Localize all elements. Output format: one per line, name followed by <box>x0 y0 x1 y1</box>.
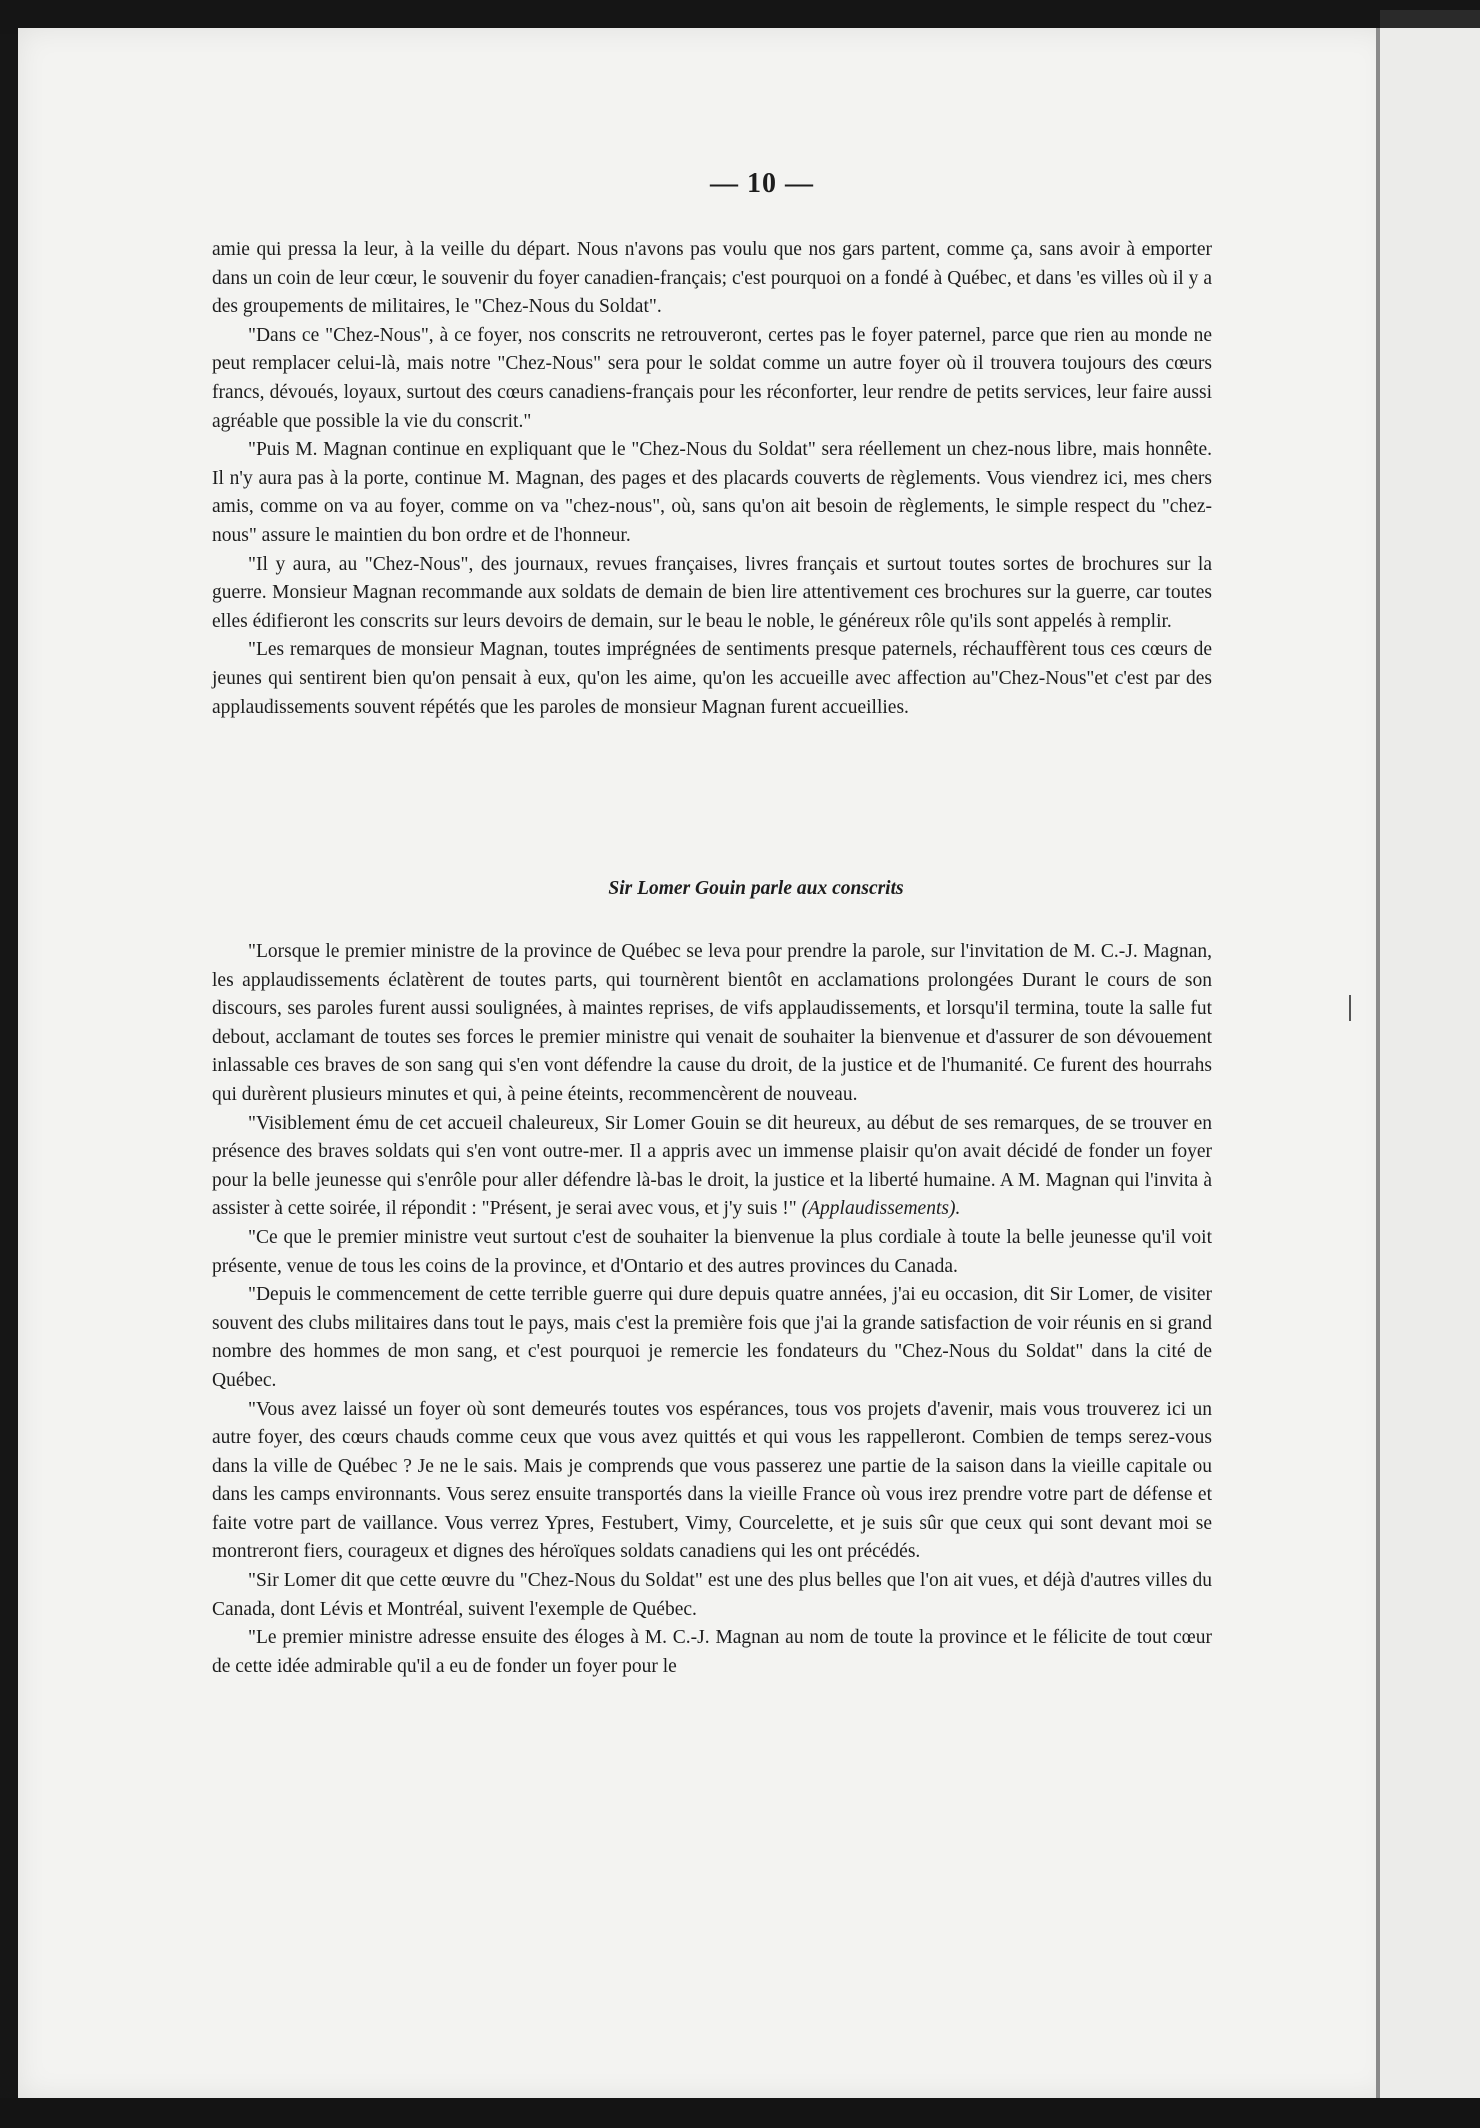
section-heading <box>212 878 1212 900</box>
scanner-strip <box>1380 10 1480 28</box>
facing-page-margin <box>1380 28 1480 2098</box>
paragraph: "Depuis le commencement de cette terrible guerre qui dure depuis quatre années, j'ai eu occasion, dit Sir Lomer, de visiter souvent des clubs militaires dans tout le pays, mais c'est la première fois que j'ai la grande satisfaction de voir réunis en si grand nombre des hommes de mon sang, et c'est pourquoi je remercie les fondateurs du "Chez-Nous du Soldat" dans la cité de Québec. <box>212 1284 1212 1391</box>
paragraph: "Le premier ministre adresse ensuite des éloges à M. C.-J. Magnan au nom de toute la province et le félicite de tout cœur de cette idée admirable qu'il a eu de fonder un foyer pour le <box>212 1627 1212 1677</box>
paragraph: "Les remarques de monsieur Magnan, toutes imprégnées de sentiments presque paternels, réchauffèrent tous ces cœurs de jeunes qui sentirent bien qu'on pensait à eux, qu'on les aime, qu'on les accueille avec affection au"Chez-Nous"et c'est par des applaudissements souvent répétés que les paroles de monsieur Magnan furent accueillies. <box>212 639 1212 718</box>
scanner-bottom-band <box>0 2098 1480 2128</box>
paragraph: "Sir Lomer dit que cette œuvre du "Chez-Nous du Soldat" est une des plus belles que l'on ait vues, et déjà d'autres villes du Canada, dont Lévis et Montréal, suivent l'exemple de Québec. <box>212 1570 1212 1620</box>
applause-note: (Applaudissements). <box>801 1198 961 1220</box>
paragraph: "Lorsque le premier ministre de la province de Québec se leva pour prendre la parole, sur l'invitation de M. C.-J. Magnan, les applaudissements éclatèrent de toutes parts, qui tournèrent bientôt en acclamations prolongées Durant le cours de son discours, ses paroles furent aussi soulignées, à maintes reprises, de vifs applaudissements, et lorsqu'il termina, toute la salle fut debout, acclamant de toutes ses forces le premier ministre qui venait de souhaiter la bienvenue et d'assurer de son dévouement inlassable ces braves de son sang qui s'en vont défendre la cause du droit, de la justice et de l'humanité. Ce furent des hourrahs qui durèrent plusieurs minutes et qui, à peine éteints, recommencèrent de nouveau. <box>212 941 1212 1105</box>
margin-mark <box>1349 995 1351 1021</box>
paragraph: "Vous avez laissé un foyer où sont demeurés toutes vos espérances, tous vos projets d'avenir, mais vous trouverez ici un autre foyer, des cœurs chauds comme ceux que vous avez quittés et qui vous les rappelleront. Combien de temps serez-vous dans la ville de Québec ? Je ne le sais. Mais je comprends que vous passerez une partie de la saison dans la vieille capitale ou dans les camps environnants. Vous serez ensuite transportés dans la vieille France où vous irez prendre votre part de défense et faite votre part de vaillance. Vous verrez Ypres, Festubert, Vimy, Courcelette, et je suis sûr que ceux qui sont devant moi se montreront fiers, courageux et dignes des héroïques soldats canadiens qui les ont précédés. <box>212 1398 1212 1563</box>
paragraph <box>212 1110 1212 1224</box>
section-magnan-speech <box>212 236 1212 722</box>
paragraph: "Ce que le premier ministre veut surtout c'est de souhaiter la bienvenue la plus cordiale à toute la belle jeunesse qu'il voit présente, venue de tous les coins de la province, et d'Ontario et des autres provinces du Canada. <box>212 1226 1212 1277</box>
section-heading-text: Sir Lomer Gouin parle aux conscrits <box>608 878 904 899</box>
paragraph: amie qui pressa la leur, à la veille du départ. Nous n'avons pas voulu que nos gars partent, comme ça, sans avoir à emporter dans un coin de leur cœur, le souvenir du foyer canadien-français; c'est pourquoi on a fondé à Québec, et dans 'es villes où il y a des groupements de militaires, le "Chez-Nous du Soldat". <box>212 239 1212 318</box>
paragraph: "Puis M. Magnan continue en expliquant que le "Chez-Nous du Soldat" sera réellement un chez-nous libre, mais honnête. Il n'y aura pas à la porte, continue M. Magnan, des pages et des placards couverts de règlements. Vous viendrez ici, mes chers amis, comme on va au foyer, comme on va "chez-nous", où, sans qu'on ait besoin de règlements, le simple respect du "chez-nous" assure le maintien du bon ordre et de l'honneur. <box>212 439 1212 546</box>
section-gouin-speech <box>212 938 1212 1681</box>
page-number: — 10 — <box>710 168 814 199</box>
page-edge <box>1376 28 1380 2098</box>
paragraph: "Dans ce "Chez-Nous", à ce foyer, nos conscrits ne retrouveront, certes pas le foyer paternel, parce que rien au monde ne peut remplacer celui-là, mais notre "Chez-Nous" sera pour le soldat comme un autre foyer où il trouvera toujours des cœurs francs, dévoués, loyaux, surtout des cœurs canadiens-français pour les réconforter, leur rendre de petits services, leur faire aussi agréable que possible la vie du conscrit." <box>212 324 1212 432</box>
paragraph: "Il y aura, au "Chez-Nous", des journaux, revues françaises, livres français et surtout toutes sortes de brochures sur la guerre. Monsieur Magnan recommande aux soldats de demain de bien lire attentivement ces brochures sur la guerre, car toutes elles édifieront les conscrits sur leurs devoirs de demain, sur le beau le noble, le généreux rôle qu'ils sont appelés à remplir. <box>212 553 1212 632</box>
paragraph-text: "Visiblement ému de cet accueil chaleureux, Sir Lomer Gouin se dit heureux, au début de ses remarques, de se trouver en présence des braves soldats qui s'en vont outre-mer. Il a appris avec un immense plaisir qu'on avait décidé de fonder un foyer pour la belle jeunesse qui s'enrôle pour aller défendre là-bas le droit, la justice et la liberté humaine. A M. Magnan qui l'invita à assister à cette soirée, il répondit : "Présent, je serai avec vous, et j'y suis !" <box>212 1112 1212 1220</box>
